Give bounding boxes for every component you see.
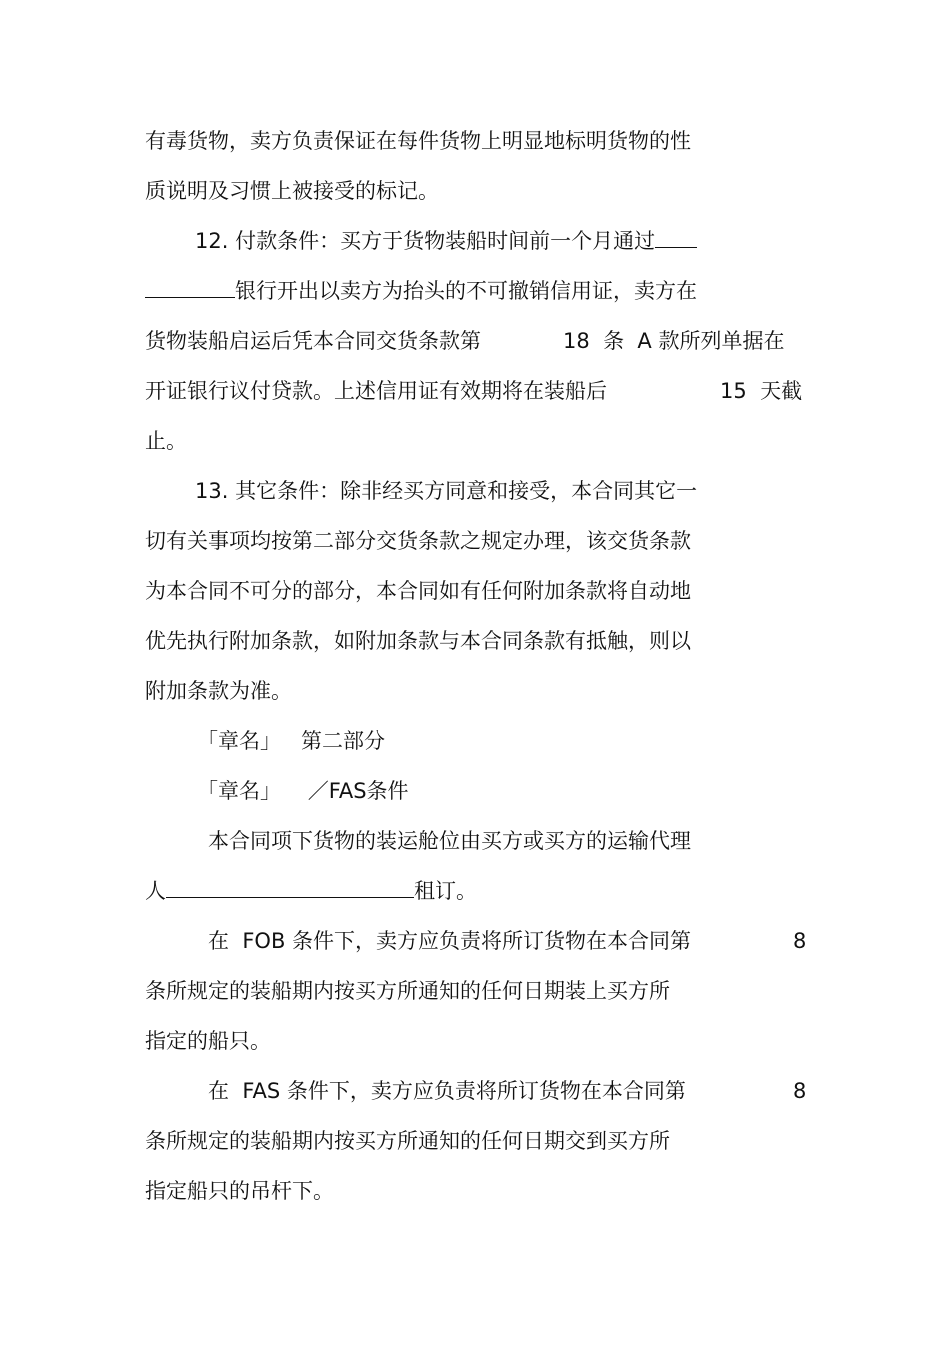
chapter-heading: 「章名」 ／FAS条件	[197, 779, 409, 803]
text-line: 条所规定的装船期内按买方所通知的任何日期装上买方所	[145, 979, 670, 1003]
blank-underline	[166, 879, 414, 898]
text-line: 指定船只的吊杆下。	[145, 1179, 334, 1203]
text-fragment: 18 条 A 款所列单据在	[563, 329, 785, 353]
clause-13-line: 13. 其它条件：除非经买方同意和接受，本合同其它一	[195, 479, 698, 503]
text-line: 本合同项下货物的装运舱位由买方或买方的运输代理	[208, 829, 691, 853]
text-line: 货物装船启运后凭本合同交货条款第	[145, 329, 481, 353]
clause-12-line	[195, 226, 697, 256]
text-line: 为本合同不可分的部分，本合同如有任何附加条款将自动地	[145, 579, 691, 603]
text-line: 附加条款为准。	[145, 679, 292, 703]
text-line: 止。	[145, 429, 187, 453]
text-fragment: 12. 付款条件：买方于货物装船时间前一个月通过	[195, 229, 656, 253]
text-line: 在 FAS 条件下，卖方应负责将所订货物在本合同第	[208, 1079, 686, 1103]
text-fragment: 租订。	[414, 879, 477, 903]
text-line: 优先执行附加条款，如附加条款与本合同条款有抵触，则以	[145, 629, 691, 653]
text-line	[145, 276, 697, 306]
text-line: 切有关事项均按第二部分交货条款之规定办理，该交货条款	[145, 529, 691, 553]
text-line: 指定的船只。	[145, 1029, 271, 1053]
blank-underline	[655, 229, 697, 248]
text-fragment: 人	[145, 879, 166, 903]
text-fragment: 15 天截	[720, 379, 803, 403]
text-line: 质说明及习惯上被接受的标记。	[145, 179, 439, 203]
text-fragment: 8	[793, 929, 807, 953]
text-line: 条所规定的装船期内按买方所通知的任何日期交到买方所	[145, 1129, 670, 1153]
text-line: 有毒货物，卖方负责保证在每件货物上明显地标明货物的性	[145, 129, 691, 153]
blank-underline	[145, 279, 235, 298]
text-fragment: 银行开出以卖方为抬头的不可撤销信用证，卖方在	[235, 279, 697, 303]
text-fragment: 8	[793, 1079, 807, 1103]
text-line: 在 FOB 条件下，卖方应负责将所订货物在本合同第	[208, 929, 692, 953]
text-line: 开证银行议付贷款。上述信用证有效期将在装船后	[145, 379, 607, 403]
text-line	[145, 876, 477, 906]
chapter-heading: 「章名」 第二部分	[197, 729, 386, 753]
